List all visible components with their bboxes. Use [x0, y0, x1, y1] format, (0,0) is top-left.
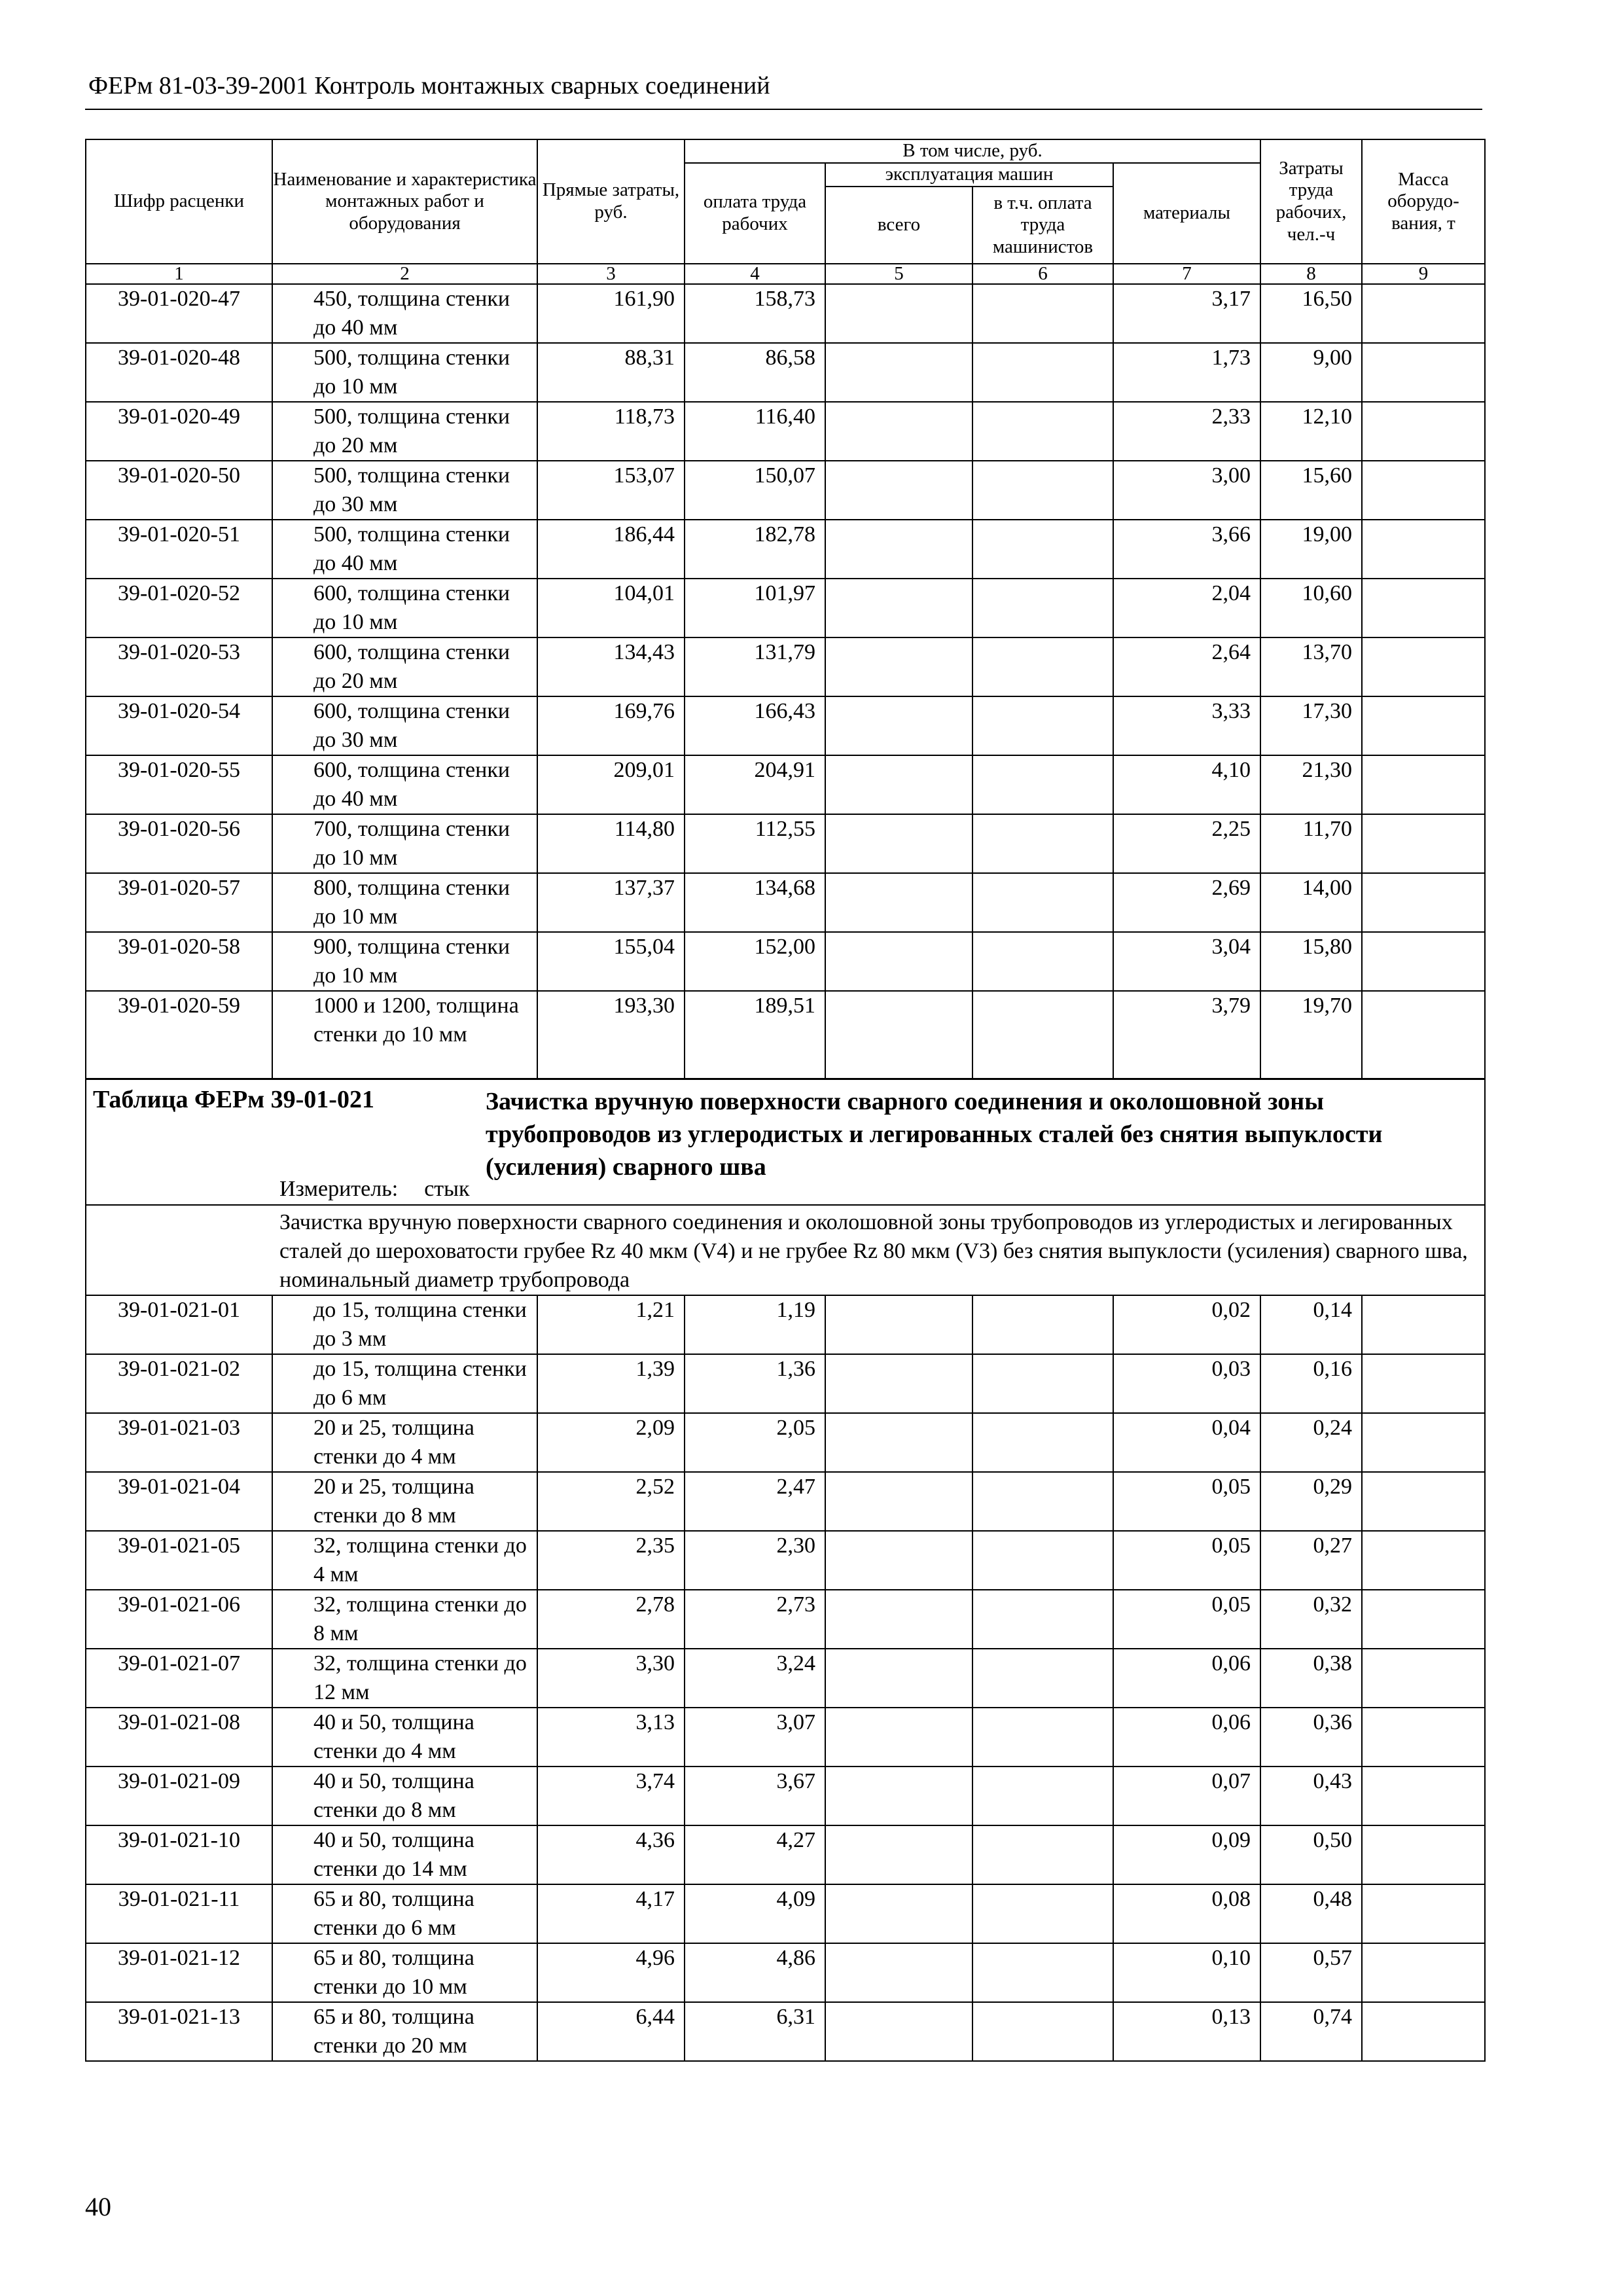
labor-hours-cell: 0,74: [1260, 2002, 1362, 2061]
direct-cost-cell: 137,37: [537, 873, 685, 932]
operator-wages-cell: [972, 579, 1113, 637]
machines-total-cell: [825, 1825, 972, 1884]
direct-cost-cell: 2,78: [537, 1590, 685, 1649]
direct-cost-cell: 114,80: [537, 814, 685, 873]
machines-total-cell: [825, 1708, 972, 1767]
work-name-cell: 20 и 25, толщина стенки до 8 мм: [272, 1472, 537, 1531]
table-row: [86, 1590, 1485, 1649]
work-name-cell: 600, толщина стенки до 30 мм: [272, 696, 537, 755]
wages-cost-cell: 182,78: [685, 520, 825, 579]
materials-cost-cell: 3,33: [1113, 696, 1260, 755]
direct-cost-cell: 2,09: [537, 1413, 685, 1472]
table-row: [86, 637, 1485, 696]
equipment-mass-cell: [1362, 637, 1485, 696]
table-row: [86, 520, 1485, 579]
wages-cost-cell: 4,09: [685, 1884, 825, 1943]
operator-wages-cell: [972, 1413, 1113, 1472]
work-name-cell: 32, толщина стенки до 4 мм: [272, 1531, 537, 1590]
operator-wages-cell: [972, 1472, 1113, 1531]
equipment-mass-cell: [1362, 1295, 1485, 1354]
labor-hours-cell: 10,60: [1260, 579, 1362, 637]
materials-cost-cell: 2,69: [1113, 873, 1260, 932]
wages-cost-cell: 1,36: [685, 1354, 825, 1413]
unit-value: стык: [424, 1177, 470, 1201]
column-number: 7: [1113, 264, 1260, 284]
table-row: [86, 1472, 1485, 1531]
rate-code-cell: 39-01-020-58: [86, 932, 272, 991]
page-header-title: ФЕРм 81-03-39-2001 Контроль монтажных сварных соединений: [88, 72, 770, 99]
materials-cost-cell: 3,17: [1113, 284, 1260, 343]
work-name-cell: 40 и 50, толщина стенки до 14 мм: [272, 1825, 537, 1884]
labor-hours-cell: 12,10: [1260, 402, 1362, 461]
table-row: [86, 284, 1485, 343]
table-row: [86, 873, 1485, 932]
materials-cost-cell: 0,05: [1113, 1590, 1260, 1649]
wages-cost-cell: 101,97: [685, 579, 825, 637]
wages-cost-cell: 131,79: [685, 637, 825, 696]
column-numbers-row: [86, 264, 1485, 284]
labor-hours-cell: 9,00: [1260, 343, 1362, 402]
wages-cost-cell: 2,05: [685, 1413, 825, 1472]
column-number: 9: [1362, 264, 1485, 284]
work-name-cell: 32, толщина стенки до 12 мм: [272, 1649, 537, 1708]
operator-wages-cell: [972, 343, 1113, 402]
rate-code-cell: 39-01-020-56: [86, 814, 272, 873]
wages-cost-cell: 189,51: [685, 991, 825, 1079]
rate-code-cell: 39-01-020-51: [86, 520, 272, 579]
direct-cost-cell: 155,04: [537, 932, 685, 991]
materials-cost-cell: 3,79: [1113, 991, 1260, 1079]
wages-cost-cell: 2,47: [685, 1472, 825, 1531]
materials-cost-cell: 0,10: [1113, 1943, 1260, 2002]
operator-wages-cell: [972, 2002, 1113, 2061]
labor-hours-cell: 19,00: [1260, 520, 1362, 579]
direct-cost-cell: 186,44: [537, 520, 685, 579]
header-divider: [85, 109, 1482, 110]
work-name-cell: 65 и 80, толщина стенки до 20 мм: [272, 2002, 537, 2061]
table-body-b: [86, 1295, 1485, 2061]
wages-cost-cell: 204,91: [685, 755, 825, 814]
rate-code-cell: 39-01-020-54: [86, 696, 272, 755]
operator-wages-cell: [972, 932, 1113, 991]
wages-cost-cell: 2,73: [685, 1590, 825, 1649]
wages-cost-cell: 6,31: [685, 2002, 825, 2061]
equipment-mass-cell: [1362, 1354, 1485, 1413]
table-row: [86, 1708, 1485, 1767]
materials-cost-cell: 4,10: [1113, 755, 1260, 814]
equipment-mass-cell: [1362, 1943, 1485, 2002]
work-name-cell: 500, толщина стенки до 30 мм: [272, 461, 537, 520]
col-header-incl: В том числе, руб.: [685, 139, 1260, 163]
direct-cost-cell: 193,30: [537, 991, 685, 1079]
labor-hours-cell: 13,70: [1260, 637, 1362, 696]
equipment-mass-cell: [1362, 1884, 1485, 1943]
materials-cost-cell: 1,73: [1113, 343, 1260, 402]
rate-code-cell: 39-01-020-50: [86, 461, 272, 520]
materials-cost-cell: 0,06: [1113, 1649, 1260, 1708]
rate-code-cell: 39-01-021-11: [86, 1884, 272, 1943]
labor-hours-cell: 15,60: [1260, 461, 1362, 520]
equipment-mass-cell: [1362, 991, 1485, 1079]
table-row: [86, 1649, 1485, 1708]
work-name-cell: 450, толщина стенки до 40 мм: [272, 284, 537, 343]
rate-code-cell: 39-01-020-48: [86, 343, 272, 402]
table-row: [86, 1354, 1485, 1413]
operator-wages-cell: [972, 755, 1113, 814]
direct-cost-cell: 169,76: [537, 696, 685, 755]
table-row: [86, 696, 1485, 755]
machines-total-cell: [825, 755, 972, 814]
machines-total-cell: [825, 1413, 972, 1472]
equipment-mass-cell: [1362, 814, 1485, 873]
materials-cost-cell: 0,04: [1113, 1413, 1260, 1472]
labor-hours-cell: 0,43: [1260, 1767, 1362, 1825]
work-name-cell: 500, толщина стенки до 20 мм: [272, 402, 537, 461]
labor-hours-cell: 0,27: [1260, 1531, 1362, 1590]
equipment-mass-cell: [1362, 1531, 1485, 1590]
labor-hours-cell: 17,30: [1260, 696, 1362, 755]
work-name-cell: 65 и 80, толщина стенки до 6 мм: [272, 1884, 537, 1943]
direct-cost-cell: 3,30: [537, 1649, 685, 1708]
machines-total-cell: [825, 1295, 972, 1354]
column-number: 6: [972, 264, 1113, 284]
equipment-mass-cell: [1362, 1590, 1485, 1649]
rate-code-cell: 39-01-021-09: [86, 1767, 272, 1825]
operator-wages-cell: [972, 402, 1113, 461]
table-row: [86, 579, 1485, 637]
column-number: 1: [86, 264, 272, 284]
operator-wages-cell: [972, 1354, 1113, 1413]
labor-hours-cell: 0,32: [1260, 1590, 1362, 1649]
work-name-cell: до 15, толщина стенки до 6 мм: [272, 1354, 537, 1413]
col-header-direct: Прямые затраты, руб.: [537, 139, 685, 264]
materials-cost-cell: 0,06: [1113, 1708, 1260, 1767]
col-header-machines: эксплуатация машин: [825, 163, 1113, 187]
work-name-cell: 20 и 25, толщина стенки до 4 мм: [272, 1413, 537, 1472]
section-heading-row: [86, 1079, 1485, 1206]
direct-cost-cell: 104,01: [537, 579, 685, 637]
operator-wages-cell: [972, 461, 1113, 520]
wages-cost-cell: 116,40: [685, 402, 825, 461]
col-header-labor: Затраты труда рабочих, чел.-ч: [1260, 139, 1362, 264]
labor-hours-cell: 16,50: [1260, 284, 1362, 343]
wages-cost-cell: 150,07: [685, 461, 825, 520]
machines-total-cell: [825, 873, 972, 932]
wages-cost-cell: 4,86: [685, 1943, 825, 2002]
materials-cost-cell: 0,07: [1113, 1767, 1260, 1825]
labor-hours-cell: 0,38: [1260, 1649, 1362, 1708]
work-name-cell: 40 и 50, толщина стенки до 8 мм: [272, 1767, 537, 1825]
operator-wages-cell: [972, 637, 1113, 696]
operator-wages-cell: [972, 1708, 1113, 1767]
labor-hours-cell: 0,57: [1260, 1943, 1362, 2002]
machines-total-cell: [825, 461, 972, 520]
work-name-cell: 800, толщина стенки до 10 мм: [272, 873, 537, 932]
materials-cost-cell: 2,25: [1113, 814, 1260, 873]
rate-code-cell: 39-01-020-55: [86, 755, 272, 814]
labor-hours-cell: 14,00: [1260, 873, 1362, 932]
direct-cost-cell: 1,39: [537, 1354, 685, 1413]
operator-wages-cell: [972, 991, 1113, 1079]
labor-hours-cell: 0,48: [1260, 1884, 1362, 1943]
labor-hours-cell: 0,14: [1260, 1295, 1362, 1354]
table-row: [86, 1295, 1485, 1354]
equipment-mass-cell: [1362, 2002, 1485, 2061]
equipment-mass-cell: [1362, 932, 1485, 991]
work-name-cell: 600, толщина стенки до 10 мм: [272, 579, 537, 637]
materials-cost-cell: 2,33: [1113, 402, 1260, 461]
materials-cost-cell: 0,13: [1113, 2002, 1260, 2061]
machines-total-cell: [825, 637, 972, 696]
direct-cost-cell: 2,35: [537, 1531, 685, 1590]
labor-hours-cell: 0,36: [1260, 1708, 1362, 1767]
section-description-row: [86, 1205, 1485, 1295]
rate-code-cell: 39-01-021-02: [86, 1354, 272, 1413]
work-name-cell: 600, толщина стенки до 20 мм: [272, 637, 537, 696]
operator-wages-cell: [972, 1295, 1113, 1354]
rate-code-cell: 39-01-021-04: [86, 1472, 272, 1531]
table-row: [86, 402, 1485, 461]
materials-cost-cell: 3,66: [1113, 520, 1260, 579]
direct-cost-cell: 134,43: [537, 637, 685, 696]
wages-cost-cell: 158,73: [685, 284, 825, 343]
materials-cost-cell: 3,00: [1113, 461, 1260, 520]
section-table-title: Зачистка вручную поверхности сварного соединения и околошовной зоны трубопроводов из углеродистых и легированных сталей без снятия выпуклости (усиления) сварного шва: [486, 1088, 1383, 1181]
section-description: Зачистка вручную поверхности сварного соединения и околошовной зоны трубопроводов из углеродистых и легированных сталей до шероховатости грубее Rz 40 мкм (V4) и не грубее Rz 80 мкм (V3) без снятия выпуклости (усиления) сварного шва, номинальный диаметр трубопровода: [86, 1205, 1485, 1295]
machines-total-cell: [825, 1943, 972, 2002]
materials-cost-cell: 2,04: [1113, 579, 1260, 637]
column-number: 8: [1260, 264, 1362, 284]
machines-total-cell: [825, 1884, 972, 1943]
rate-code-cell: 39-01-020-47: [86, 284, 272, 343]
rate-code-cell: 39-01-021-13: [86, 2002, 272, 2061]
rate-code-cell: 39-01-021-08: [86, 1708, 272, 1767]
col-header-code: Шифр расценки: [86, 139, 272, 264]
direct-cost-cell: 153,07: [537, 461, 685, 520]
column-number: 3: [537, 264, 685, 284]
direct-cost-cell: 4,36: [537, 1825, 685, 1884]
rate-code-cell: 39-01-020-59: [86, 991, 272, 1079]
rate-code-cell: 39-01-020-57: [86, 873, 272, 932]
table-row: [86, 1767, 1485, 1825]
direct-cost-cell: 4,96: [537, 1943, 685, 2002]
table-row: [86, 814, 1485, 873]
direct-cost-cell: 1,21: [537, 1295, 685, 1354]
machines-total-cell: [825, 1472, 972, 1531]
column-number: 2: [272, 264, 537, 284]
operator-wages-cell: [972, 1943, 1113, 2002]
equipment-mass-cell: [1362, 520, 1485, 579]
section-unit: [279, 1177, 470, 1202]
operator-wages-cell: [972, 1649, 1113, 1708]
labor-hours-cell: 11,70: [1260, 814, 1362, 873]
labor-hours-cell: 21,30: [1260, 755, 1362, 814]
direct-cost-cell: 209,01: [537, 755, 685, 814]
equipment-mass-cell: [1362, 579, 1485, 637]
wages-cost-cell: 86,58: [685, 343, 825, 402]
col-header-total: всего: [825, 187, 972, 264]
equipment-mass-cell: [1362, 1825, 1485, 1884]
machines-total-cell: [825, 1354, 972, 1413]
equipment-mass-cell: [1362, 1767, 1485, 1825]
wages-cost-cell: 152,00: [685, 932, 825, 991]
wages-cost-cell: 1,19: [685, 1295, 825, 1354]
wages-cost-cell: 112,55: [685, 814, 825, 873]
equipment-mass-cell: [1362, 696, 1485, 755]
wages-cost-cell: 2,30: [685, 1531, 825, 1590]
table-row: [86, 991, 1485, 1079]
equipment-mass-cell: [1362, 755, 1485, 814]
direct-cost-cell: 4,17: [537, 1884, 685, 1943]
rate-code-cell: 39-01-021-05: [86, 1531, 272, 1590]
work-name-cell: 1000 и 1200, толщина стенки до 10 мм: [272, 991, 537, 1079]
operator-wages-cell: [972, 520, 1113, 579]
work-name-cell: до 15, толщина стенки до 3 мм: [272, 1295, 537, 1354]
machines-total-cell: [825, 1590, 972, 1649]
work-name-cell: 65 и 80, толщина стенки до 10 мм: [272, 1943, 537, 2002]
operator-wages-cell: [972, 696, 1113, 755]
page-number: 40: [85, 2192, 111, 2221]
table-row: [86, 1413, 1485, 1472]
rate-code-cell: 39-01-021-06: [86, 1590, 272, 1649]
direct-cost-cell: 118,73: [537, 402, 685, 461]
table-row: [86, 755, 1485, 814]
machines-total-cell: [825, 343, 972, 402]
table-row: [86, 1531, 1485, 1590]
rate-code-cell: 39-01-021-07: [86, 1649, 272, 1708]
materials-cost-cell: 3,04: [1113, 932, 1260, 991]
equipment-mass-cell: [1362, 1708, 1485, 1767]
equipment-mass-cell: [1362, 873, 1485, 932]
col-header-materials: материалы: [1113, 163, 1260, 264]
work-name-cell: 32, толщина стенки до 8 мм: [272, 1590, 537, 1649]
machines-total-cell: [825, 991, 972, 1079]
materials-cost-cell: 0,09: [1113, 1825, 1260, 1884]
machines-total-cell: [825, 814, 972, 873]
machines-total-cell: [825, 2002, 972, 2061]
operator-wages-cell: [972, 1825, 1113, 1884]
wages-cost-cell: 3,07: [685, 1708, 825, 1767]
equipment-mass-cell: [1362, 402, 1485, 461]
rate-code-cell: 39-01-021-01: [86, 1295, 272, 1354]
machines-total-cell: [825, 932, 972, 991]
materials-cost-cell: 2,64: [1113, 637, 1260, 696]
col-header-mass: Масса оборудо-вания, т: [1362, 139, 1485, 264]
machines-total-cell: [825, 696, 972, 755]
rate-code-cell: 39-01-020-53: [86, 637, 272, 696]
col-header-name: Наименование и характеристика монтажных работ и оборудования: [272, 139, 537, 264]
work-name-cell: 500, толщина стенки до 10 мм: [272, 343, 537, 402]
operator-wages-cell: [972, 1590, 1113, 1649]
rate-code-cell: 39-01-020-52: [86, 579, 272, 637]
machines-total-cell: [825, 284, 972, 343]
materials-cost-cell: 0,02: [1113, 1295, 1260, 1354]
col-header-operator: в т.ч. оплата труда машинистов: [972, 187, 1113, 264]
materials-cost-cell: 0,08: [1113, 1884, 1260, 1943]
machines-total-cell: [825, 402, 972, 461]
table-header: [86, 139, 1485, 284]
table-row: [86, 461, 1485, 520]
operator-wages-cell: [972, 1884, 1113, 1943]
section-table-label: Таблица ФЕРм 39-01-021: [93, 1086, 374, 1113]
table-row: [86, 1825, 1485, 1884]
materials-cost-cell: 0,05: [1113, 1472, 1260, 1531]
unit-label: Измеритель:: [279, 1177, 399, 1201]
table-row: [86, 1884, 1485, 1943]
col-header-wages: оплата труда рабочих: [685, 163, 825, 264]
rate-code-cell: 39-01-021-10: [86, 1825, 272, 1884]
work-name-cell: 900, толщина стенки до 10 мм: [272, 932, 537, 991]
work-name-cell: 600, толщина стенки до 40 мм: [272, 755, 537, 814]
work-name-cell: 40 и 50, толщина стенки до 4 мм: [272, 1708, 537, 1767]
materials-cost-cell: 0,03: [1113, 1354, 1260, 1413]
direct-cost-cell: 161,90: [537, 284, 685, 343]
operator-wages-cell: [972, 873, 1113, 932]
rates-table: [85, 139, 1486, 2062]
labor-hours-cell: 0,50: [1260, 1825, 1362, 1884]
wages-cost-cell: 3,67: [685, 1767, 825, 1825]
wages-cost-cell: 166,43: [685, 696, 825, 755]
table-body-a: [86, 284, 1485, 1079]
rates-table-frame: [85, 139, 1484, 2062]
direct-cost-cell: 6,44: [537, 2002, 685, 2061]
column-number: 5: [825, 264, 972, 284]
work-name-cell: 500, толщина стенки до 40 мм: [272, 520, 537, 579]
direct-cost-cell: 2,52: [537, 1472, 685, 1531]
rate-code-cell: 39-01-021-03: [86, 1413, 272, 1472]
operator-wages-cell: [972, 1531, 1113, 1590]
operator-wages-cell: [972, 814, 1113, 873]
machines-total-cell: [825, 1531, 972, 1590]
table-row: [86, 932, 1485, 991]
direct-cost-cell: 88,31: [537, 343, 685, 402]
wages-cost-cell: 134,68: [685, 873, 825, 932]
equipment-mass-cell: [1362, 461, 1485, 520]
direct-cost-cell: 3,74: [537, 1767, 685, 1825]
work-name-cell: 700, толщина стенки до 10 мм: [272, 814, 537, 873]
rate-code-cell: 39-01-021-12: [86, 1943, 272, 2002]
machines-total-cell: [825, 520, 972, 579]
table-row: [86, 343, 1485, 402]
equipment-mass-cell: [1362, 284, 1485, 343]
section-block: [86, 1079, 1485, 1296]
machines-total-cell: [825, 1767, 972, 1825]
wages-cost-cell: 3,24: [685, 1649, 825, 1708]
equipment-mass-cell: [1362, 1472, 1485, 1531]
operator-wages-cell: [972, 1767, 1113, 1825]
machines-total-cell: [825, 579, 972, 637]
equipment-mass-cell: [1362, 1413, 1485, 1472]
labor-hours-cell: 19,70: [1260, 991, 1362, 1079]
rate-code-cell: 39-01-020-49: [86, 402, 272, 461]
materials-cost-cell: 0,05: [1113, 1531, 1260, 1590]
machines-total-cell: [825, 1649, 972, 1708]
wages-cost-cell: 4,27: [685, 1825, 825, 1884]
labor-hours-cell: 0,24: [1260, 1413, 1362, 1472]
equipment-mass-cell: [1362, 1649, 1485, 1708]
operator-wages-cell: [972, 284, 1113, 343]
equipment-mass-cell: [1362, 343, 1485, 402]
table-row: [86, 1943, 1485, 2002]
labor-hours-cell: 0,29: [1260, 1472, 1362, 1531]
labor-hours-cell: 15,80: [1260, 932, 1362, 991]
column-number: 4: [685, 264, 825, 284]
direct-cost-cell: 3,13: [537, 1708, 685, 1767]
labor-hours-cell: 0,16: [1260, 1354, 1362, 1413]
table-row: [86, 2002, 1485, 2061]
